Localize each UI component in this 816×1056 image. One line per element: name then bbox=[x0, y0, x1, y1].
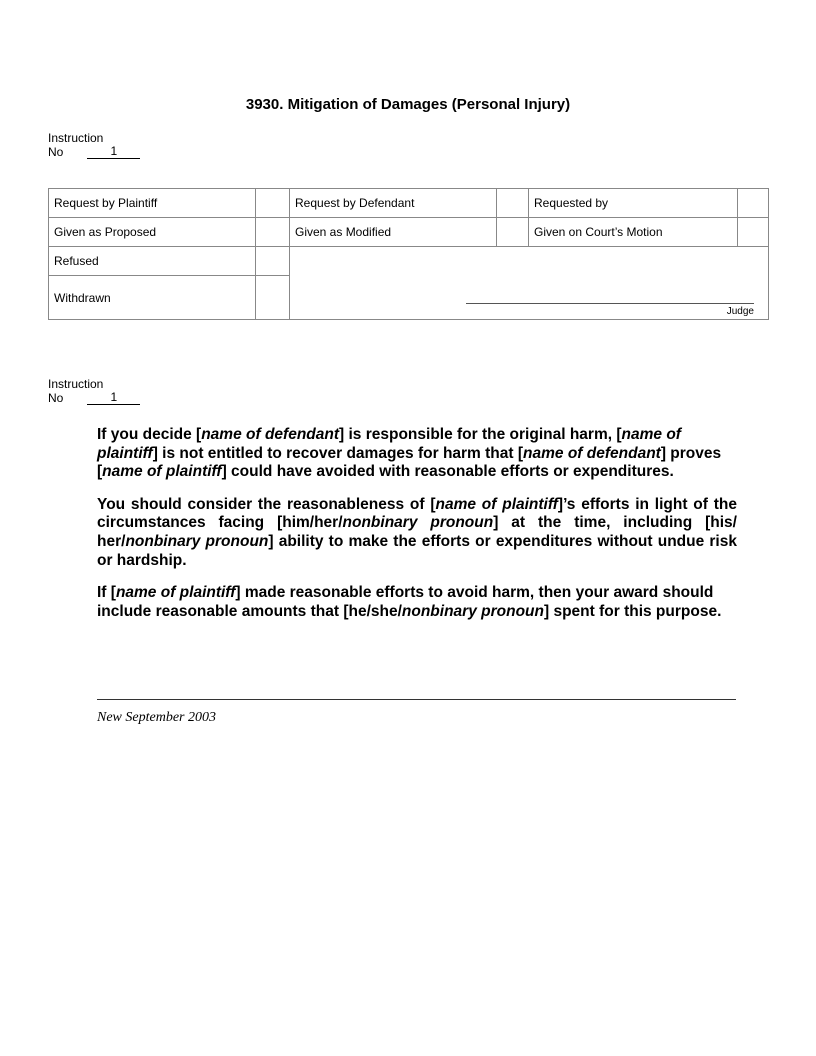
placeholder-text: nonbinary pronoun bbox=[125, 532, 269, 550]
placeholder-text: nonbinary pronoun bbox=[401, 602, 544, 620]
instruction-label: Instruction bbox=[48, 131, 104, 145]
text: You should consider the reasonableness of [ bbox=[97, 495, 436, 513]
given-as-proposed-checkbox[interactable] bbox=[256, 218, 290, 247]
given-on-courts-motion-label: Given on Court’s Motion bbox=[529, 218, 738, 247]
text: ] spent for this purpose. bbox=[543, 602, 722, 620]
text: ] is responsible for the original harm, [ bbox=[339, 426, 622, 443]
text: ]’s efforts in light of the circumstances facing [him/her/ bbox=[97, 495, 737, 532]
placeholder-text: name of plaintiff bbox=[115, 584, 236, 602]
instruction-body bbox=[97, 426, 737, 635]
refused-label: Refused bbox=[49, 247, 256, 276]
withdrawn-checkbox[interactable] bbox=[256, 276, 290, 320]
request-by-plaintiff-checkbox[interactable] bbox=[256, 189, 290, 218]
request-by-plaintiff-label: Request by Plaintiff bbox=[49, 189, 256, 218]
no-label: No bbox=[48, 391, 64, 405]
page-title: 3930. Mitigation of Damages (Personal Injury) bbox=[245, 96, 571, 113]
given-as-proposed-label: Given as Proposed bbox=[49, 218, 256, 247]
paragraph-1 bbox=[97, 426, 737, 482]
given-on-courts-motion-checkbox[interactable] bbox=[738, 218, 769, 247]
paragraph-3 bbox=[97, 584, 737, 621]
text: ] could have avoided with reasonable efforts or expenditures. bbox=[221, 463, 674, 481]
paragraph-2 bbox=[97, 496, 737, 570]
instruction-label: Instruction bbox=[48, 377, 104, 391]
instruction-number: 1 bbox=[87, 391, 140, 405]
placeholder-text: name of plaintiff bbox=[435, 495, 558, 513]
placeholder-text: nonbinary pronoun bbox=[342, 514, 494, 532]
divider bbox=[97, 699, 736, 700]
revision-note: New September 2003 bbox=[97, 710, 216, 725]
text: ] ability to make the efforts or expenditures without undue risk or hardship. bbox=[97, 532, 737, 569]
placeholder-text: name of defendant bbox=[201, 426, 340, 443]
judge-signature-area[interactable] bbox=[290, 247, 769, 320]
placeholder-text: name of plaintiff bbox=[102, 463, 222, 481]
instruction-number: 1 bbox=[87, 145, 140, 159]
requested-by-label: Requested by bbox=[529, 189, 738, 218]
placeholder-text: name of defendant bbox=[523, 444, 661, 462]
instruction-number-block bbox=[48, 131, 140, 159]
requested-by-checkbox[interactable] bbox=[738, 189, 769, 218]
given-as-modified-checkbox[interactable] bbox=[497, 218, 529, 247]
text: If [ bbox=[97, 584, 116, 602]
request-by-defendant-label: Request by Defendant bbox=[290, 189, 497, 218]
text: ] made reasonable efforts to avoid harm, then your award should include reasonable amounts that [he/she/ bbox=[97, 584, 714, 620]
instruction-number-block bbox=[48, 377, 140, 405]
judge-label: Judge bbox=[726, 306, 754, 317]
no-label: No bbox=[48, 145, 64, 159]
text: If you decide [ bbox=[97, 426, 202, 443]
instruction-disposition-form bbox=[48, 188, 769, 320]
placeholder-text: name of plaintiff bbox=[97, 426, 681, 462]
text: ] at the time, including [his/ her/ bbox=[97, 514, 737, 550]
given-as-modified-label: Given as Modified bbox=[290, 218, 497, 247]
request-by-defendant-checkbox[interactable] bbox=[497, 189, 529, 218]
refused-checkbox[interactable] bbox=[256, 247, 290, 276]
judge-signature-line bbox=[466, 303, 754, 304]
withdrawn-label: Withdrawn bbox=[49, 276, 256, 320]
text: ] proves [ bbox=[97, 444, 722, 481]
text: ] is not entitled to recover damages for harm that [ bbox=[152, 444, 524, 462]
